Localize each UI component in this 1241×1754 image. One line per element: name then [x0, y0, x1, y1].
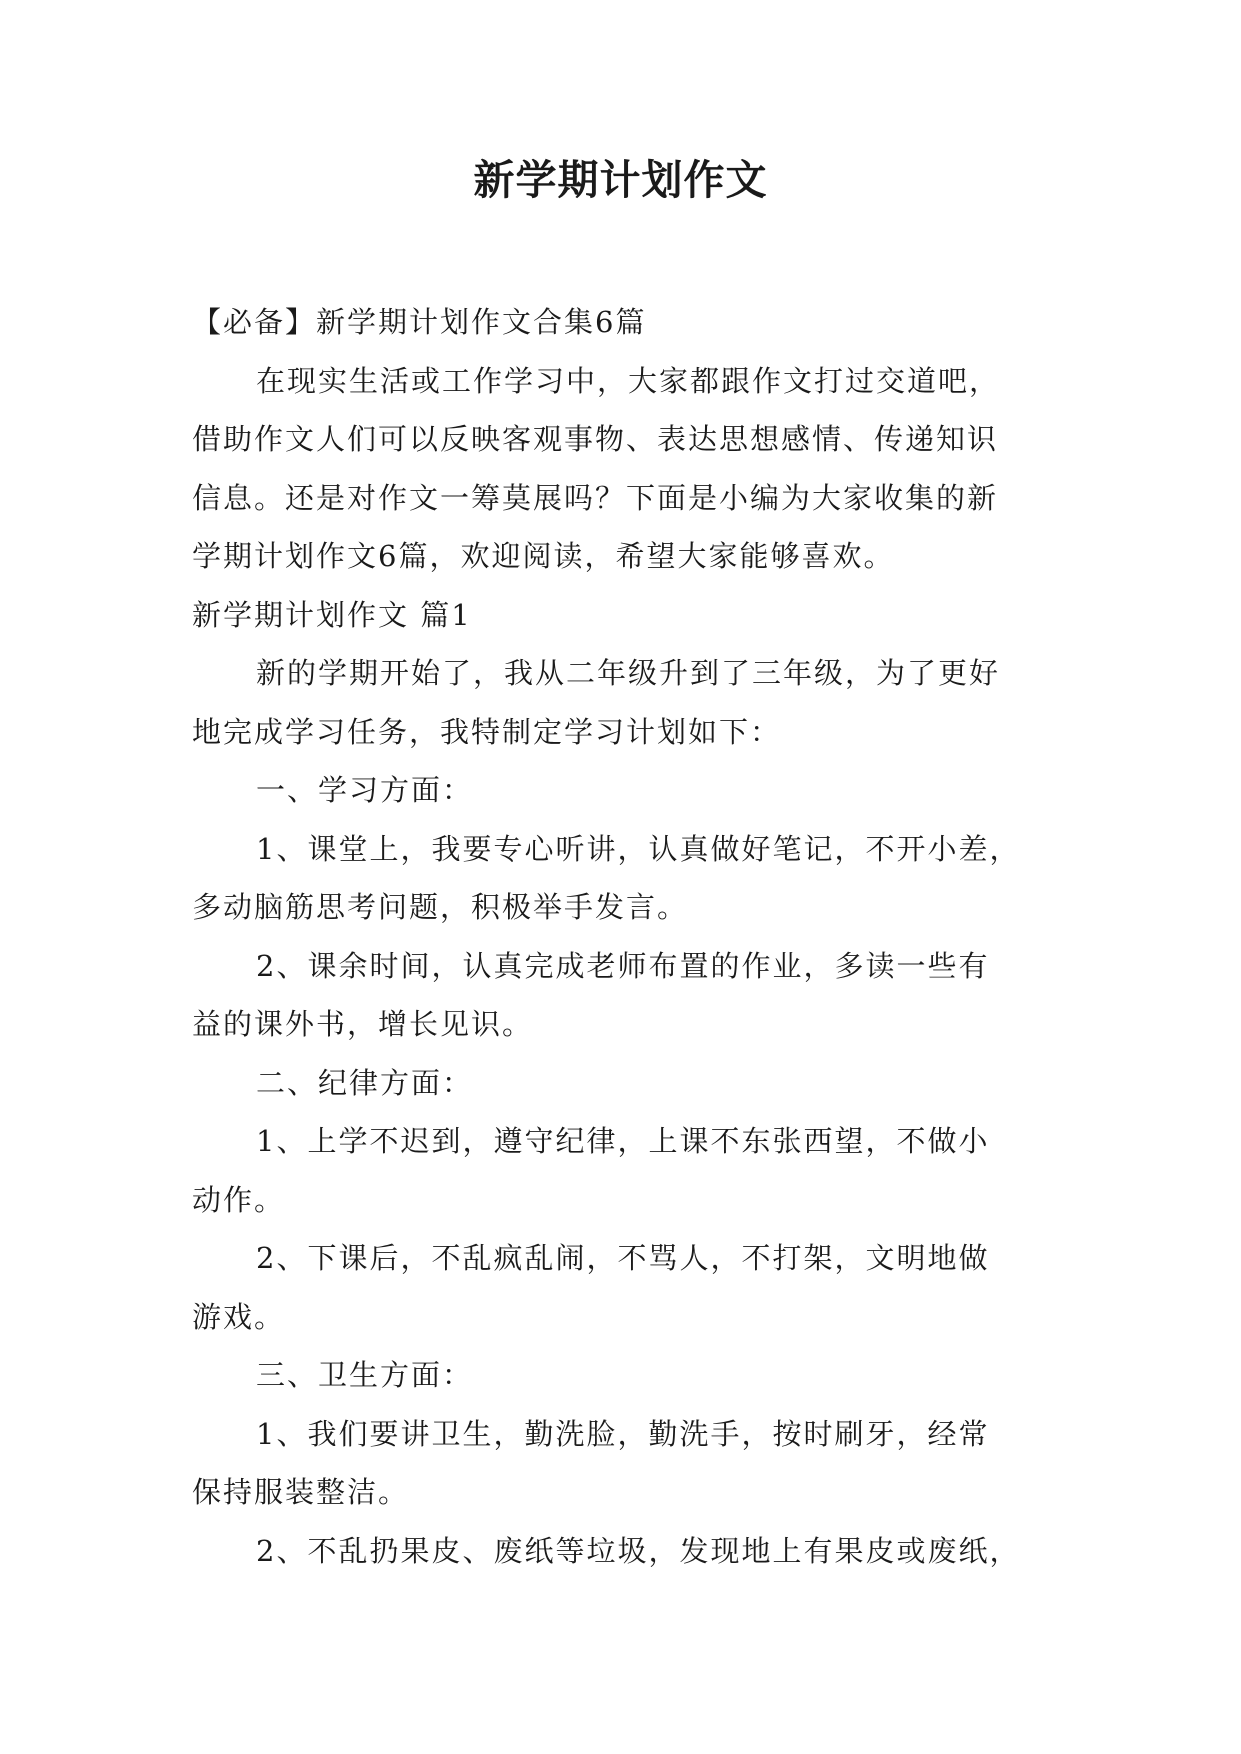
text-line: 地完成学习任务，我特制定学习计划如下：: [192, 714, 782, 749]
text-line: 信息。还是对作文一筹莫展吗？下面是小编为大家收集的新: [192, 480, 999, 515]
page-title: 新学期计划作文: [473, 156, 768, 204]
text-line: 动作。: [192, 1182, 286, 1217]
text-line: 多动脑筋思考问题，积极举手发言。: [192, 890, 689, 924]
text-line: 2、课余时间，认真完成老师布置的作业，多读一些有: [256, 948, 990, 983]
text-line: 在现实生活或工作学习中，大家都跟作文打过交道吧，: [256, 363, 1001, 398]
text-line: 借助作文人们可以反映客观事物、表达思想感情、传递知识: [192, 422, 999, 456]
text-line: 保持服装整洁。: [192, 1475, 410, 1509]
text-line: 益的课外书，增长见识。: [192, 1007, 534, 1041]
text-line: 二、纪律方面：: [256, 1065, 474, 1100]
text-line: 游戏。: [192, 1299, 286, 1334]
text-line: 【必备】新学期计划作文合集6篇: [192, 305, 647, 339]
text-line: 1、我们要讲卫生，勤洗脸，勤洗手，按时刷牙，经常: [256, 1416, 990, 1451]
text-line: 新的学期开始了，我从二年级升到了三年级，为了更好: [256, 656, 1001, 690]
text-line: 三、卫生方面：: [256, 1358, 474, 1392]
text-line: 一、学习方面：: [256, 773, 474, 807]
text-line: 2、不乱扔果皮、废纸等垃圾，发现地上有果皮或废纸，: [256, 1533, 1021, 1568]
text-line: 学期计划作文6篇，欢迎阅读，希望大家能够喜欢。: [192, 539, 895, 573]
text-line: 新学期计划作文 篇1: [192, 597, 472, 632]
text-line: 2、下课后，不乱疯乱闹，不骂人，不打架，文明地做: [256, 1241, 990, 1275]
text-line: 1、课堂上，我要专心听讲，认真做好笔记，不开小差，: [256, 831, 1021, 866]
document-body: [192, 293, 1072, 1580]
text-line: 1、上学不迟到，遵守纪律，上课不东张西望，不做小: [256, 1124, 990, 1158]
